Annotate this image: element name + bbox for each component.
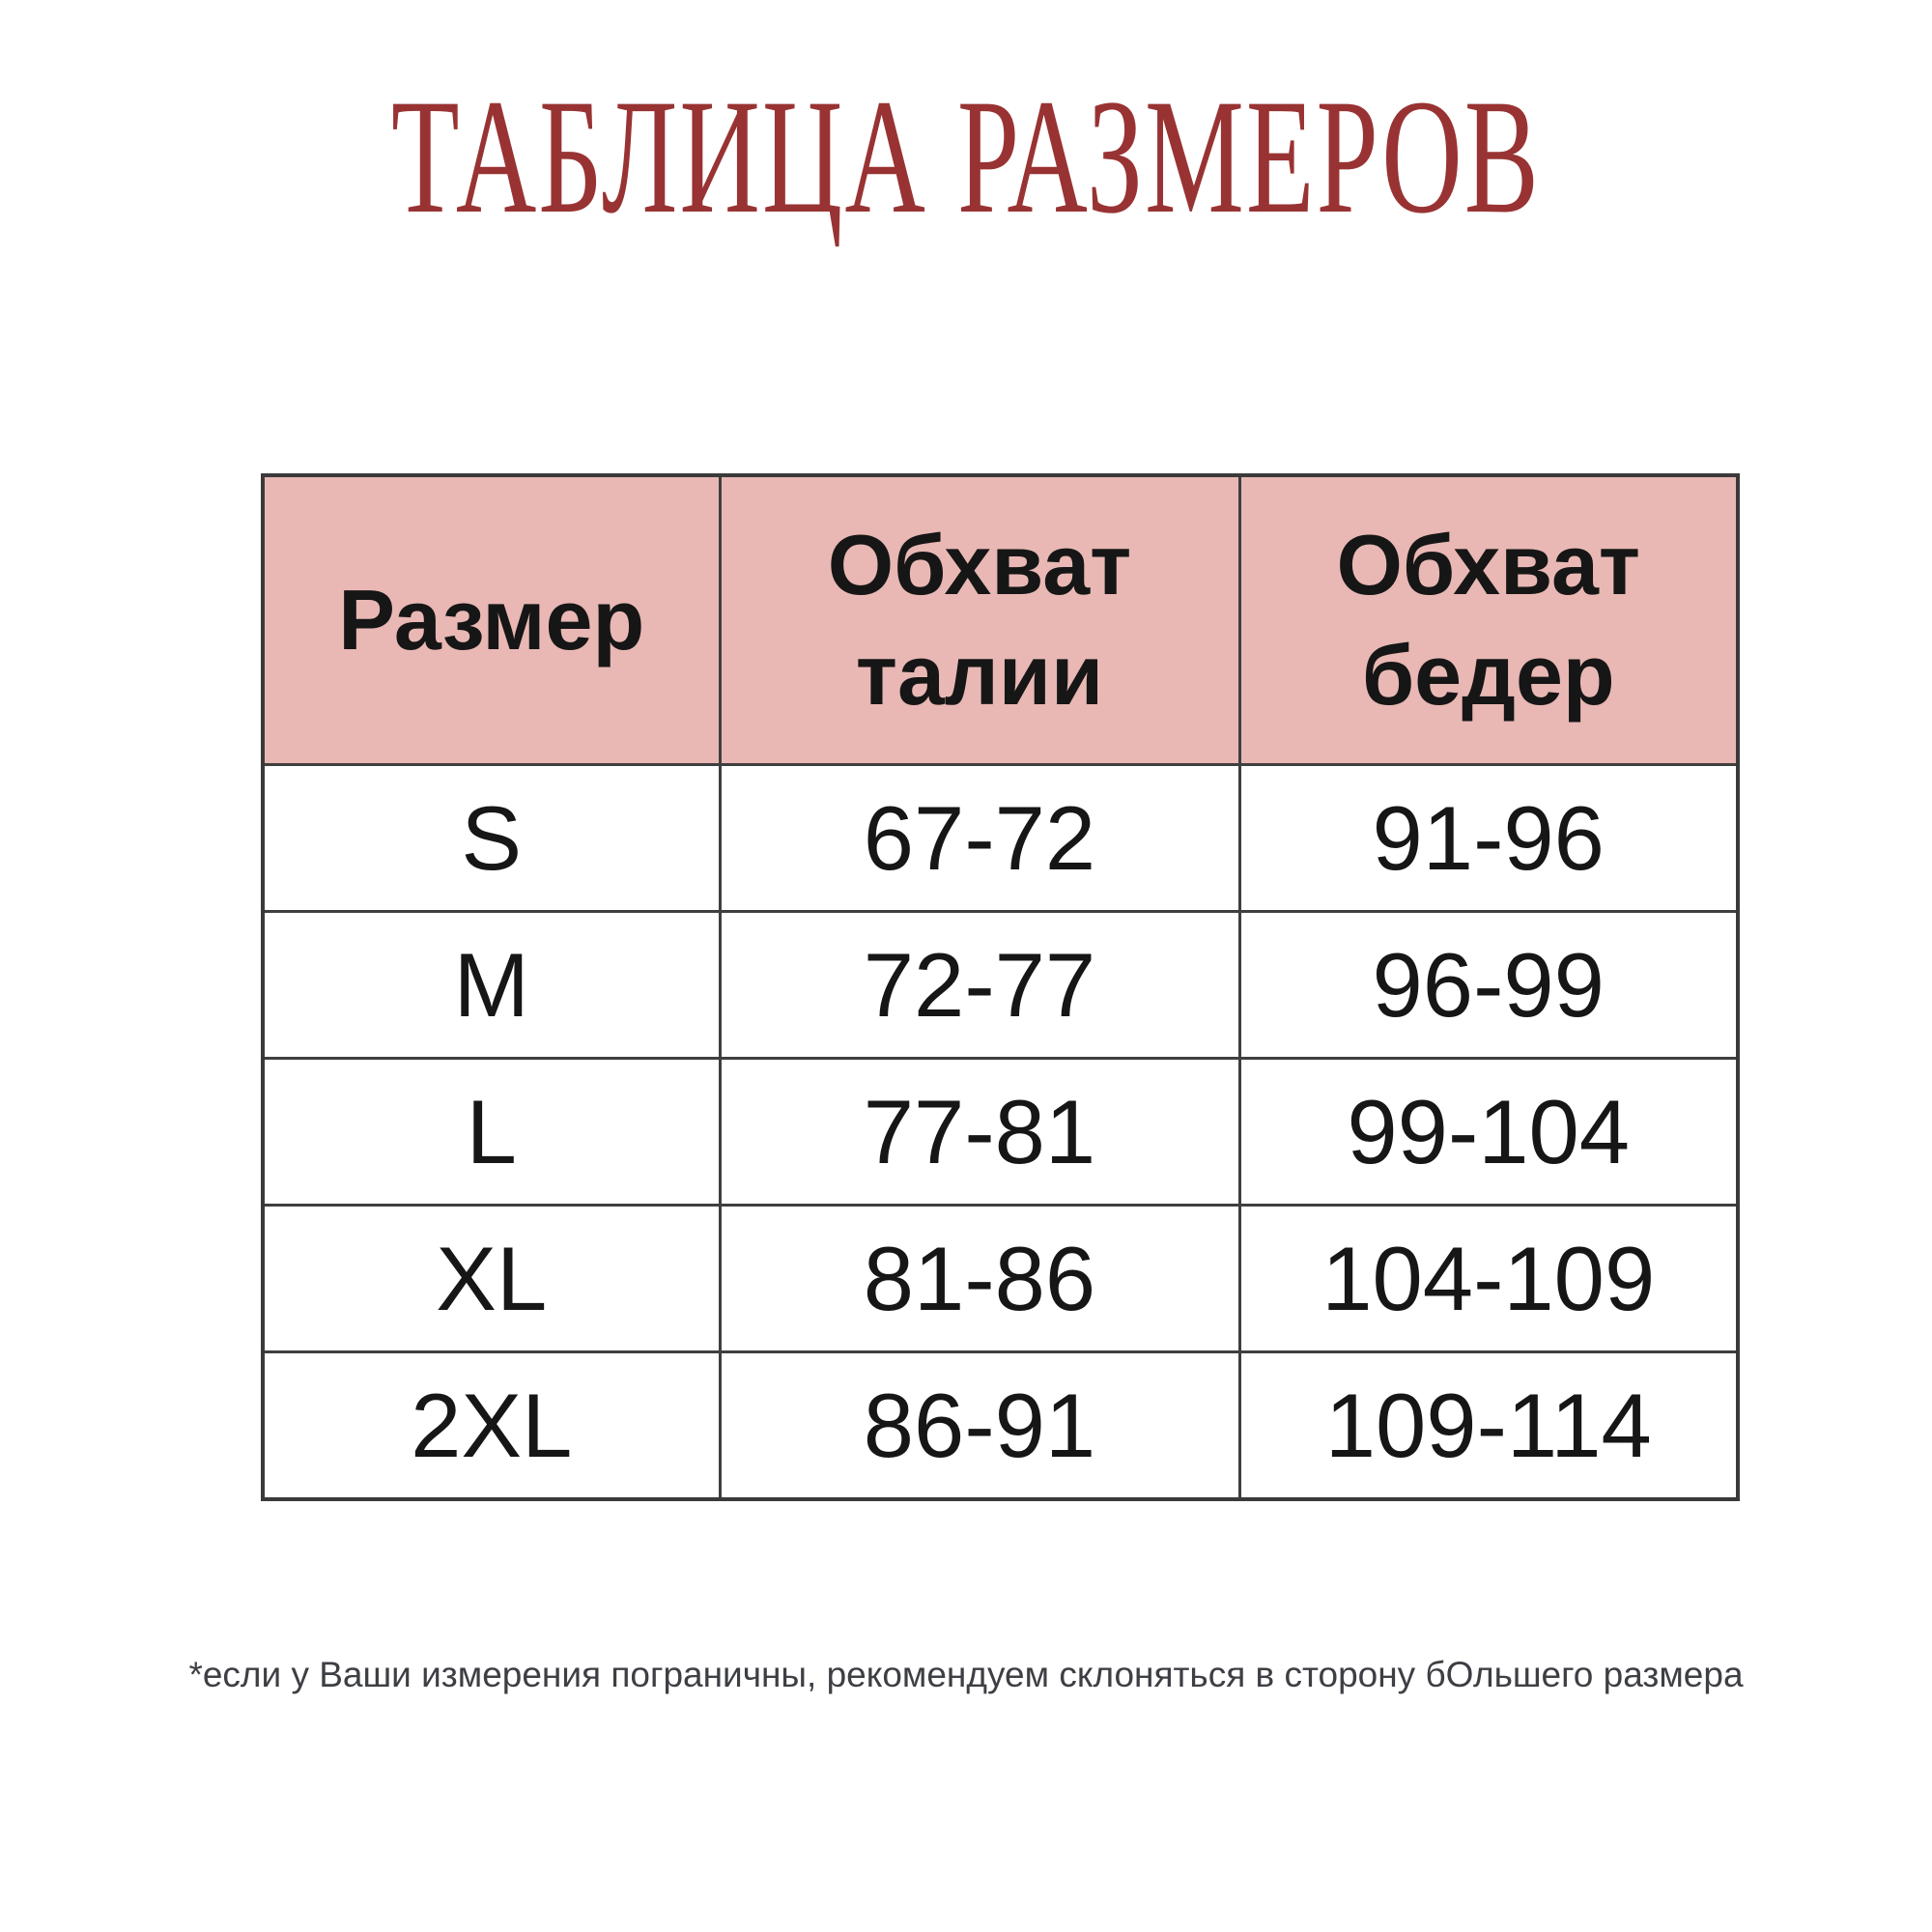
footnote: *если у Ваши измерения пограничны, рекомендуем склоняться в сторону бОльшего размера <box>188 1655 1744 1694</box>
table-row <box>263 1059 1738 1206</box>
waist-cell: 72-77 <box>720 912 1239 1059</box>
col-header-hips: Обхват бедер <box>1239 475 1738 765</box>
hips-cell: 96-99 <box>1239 912 1738 1059</box>
hips-cell: 99-104 <box>1239 1059 1738 1206</box>
waist-cell: 81-86 <box>720 1206 1239 1352</box>
table-row <box>263 1352 1738 1500</box>
table-header-row <box>263 475 1738 765</box>
table-row <box>263 1206 1738 1352</box>
waist-cell: 67-72 <box>720 765 1239 912</box>
waist-cell: 86-91 <box>720 1352 1239 1500</box>
col-header-size: Размер <box>263 475 720 765</box>
size-cell: XL <box>263 1206 720 1352</box>
size-cell: 2XL <box>263 1352 720 1500</box>
hips-cell: 104-109 <box>1239 1206 1738 1352</box>
size-cell: L <box>263 1059 720 1206</box>
size-table <box>261 473 1740 1501</box>
page-title-text: ТАБЛИЦА РАЗМЕРОВ <box>391 66 1541 247</box>
col-header-waist: Обхват талии <box>720 475 1239 765</box>
hips-cell: 91-96 <box>1239 765 1738 912</box>
size-cell: M <box>263 912 720 1059</box>
table-row <box>263 912 1738 1059</box>
waist-cell: 77-81 <box>720 1059 1239 1206</box>
size-cell: S <box>263 765 720 912</box>
table-row <box>263 765 1738 912</box>
page-title <box>0 66 1932 247</box>
hips-cell: 109-114 <box>1239 1352 1738 1500</box>
